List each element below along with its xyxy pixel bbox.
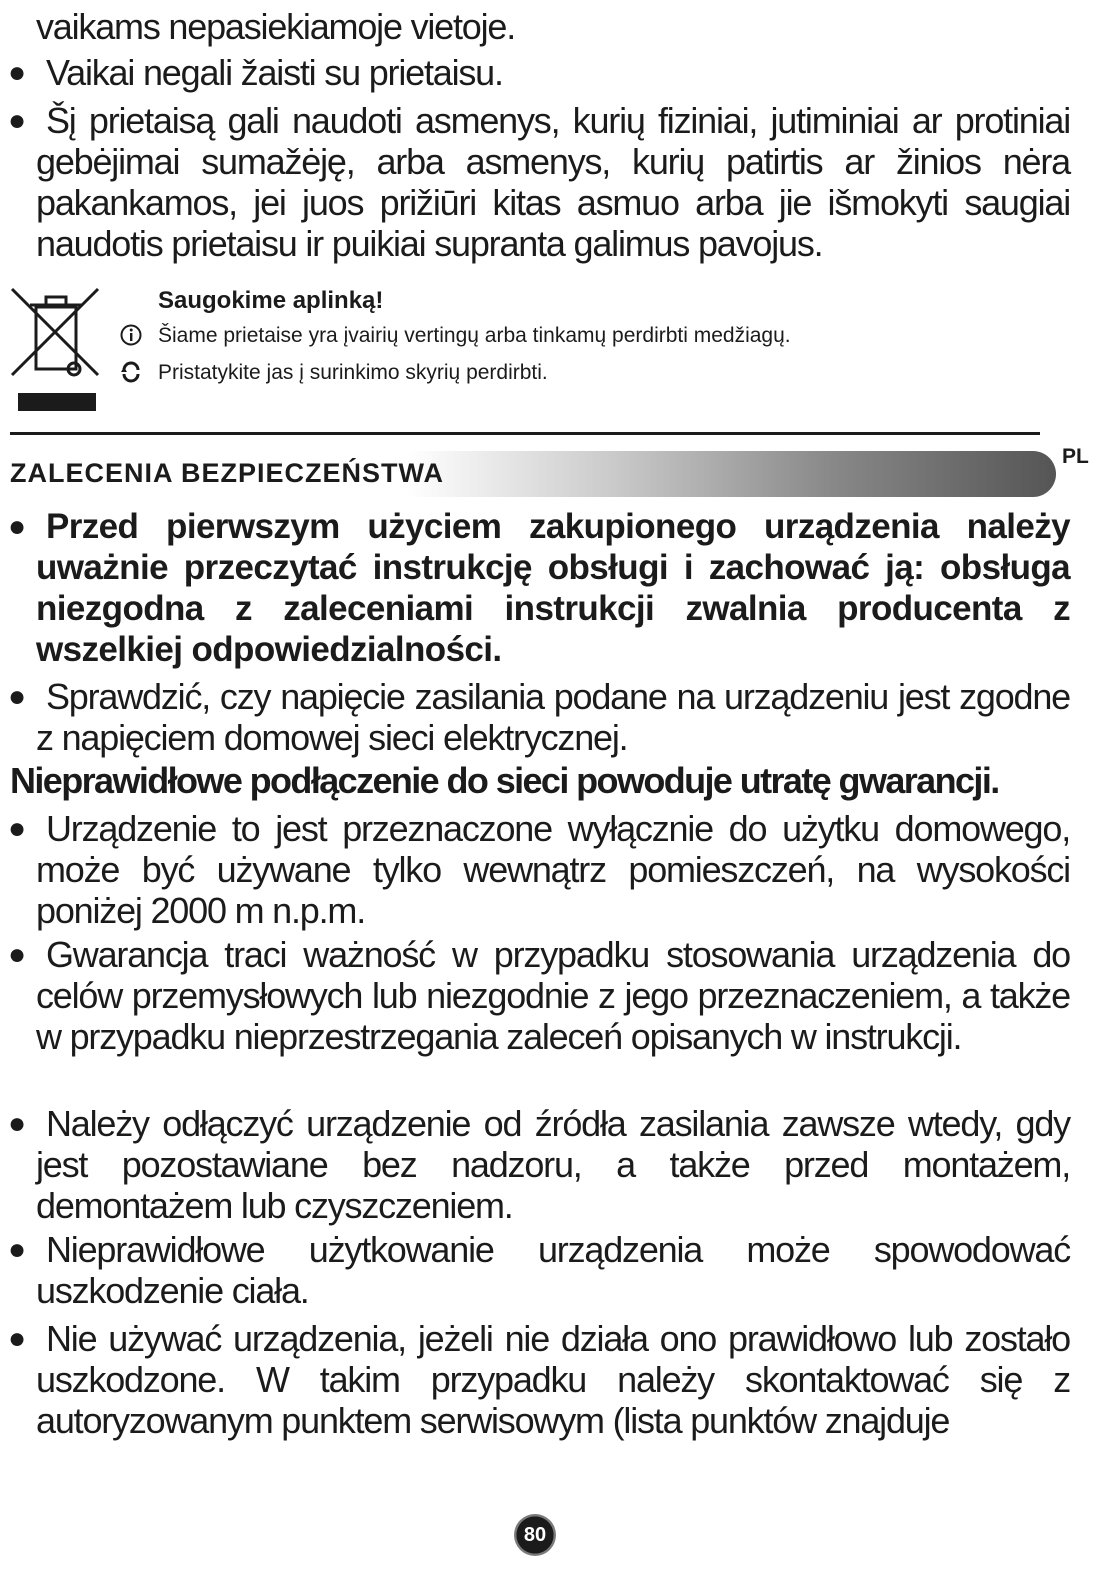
list-item: ● Gwarancja traci ważność w przypadku stosowania urządzenia do celów przemysłowych lub niezgodnie z jego przeznaczeniem, a także w przypadku nieprzestrzegania zaleceń opisanych w instrukcji. [8,934,1070,1057]
bullet-icon: ● [8,938,25,971]
crossed-out-bin-icon [10,285,102,415]
language-code: PL [1062,445,1089,468]
section-divider [10,432,1040,435]
list-item: ● Sprawdzić, czy napięcie zasilania podane na urządzeniu jest zgodne z napięciem domowej sieci elektrycznej. [8,676,1070,758]
section-title: ZALECENIA BEZPIECZEŃSTWA [10,458,445,488]
list-item: ● Nie używać urządzenia, jeżeli nie działa ono prawidłowo lub zostało uszkodzone. W takim przypadku należy skontaktować się z autoryzowanym punktem serwisowym (lista punktów znajduje [8,1318,1070,1441]
page-number: 80 [514,1514,556,1556]
warranty-warning: Nieprawidłowe podłączenie do sieci powoduje utratę gwarancji. [10,760,999,801]
lt-bullet-persons: ● Šį prietaisą gali naudoti asmenys, kurių fiziniai, jutiminiai ar protiniai gebėjimai sumažėję, arba asmenys, kurių patirtis ar žinios nėra pakankamos, jei juos prižiūri kitas asmuo arba jie išmokyti saugiai naudotis prietaisu ir puikiai supranta galimus pavojus. [8,100,1070,264]
bullet-icon: ● [8,1107,25,1140]
eco-info-line: Šiame prietaise yra įvairių vertingų arba tinkamų perdirbti medžiagų. [158,324,791,347]
bullet-icon: ● [8,680,25,713]
list-item: ● Przed pierwszym użyciem zakupionego urządzenia należy uważnie przeczytać instrukcję obsługi i zachować ją: obsługa niezgodna z zaleceniami instrukcji zwalnia producenta z wszelkiej odpowiedzialności. [8,507,1070,669]
bullet-icon: ● [8,1233,25,1266]
list-item: ● Nieprawidłowe użytkowanie urządzenia może spowodować uszkodzenie ciała. [8,1229,1070,1311]
bullet-icon: ● [8,1322,25,1355]
bullet-icon: ● [8,510,26,543]
list-item: ● Należy odłączyć urządzenie od źródła zasilania zawsze wtedy, gdy jest pozostawiane bez nadzoru, a także przed montażem, demontażem lub czyszczeniem. [8,1103,1070,1226]
bullet-icon: ● [8,56,25,89]
lt-bullet-children: ● Vaikai negali žaisti su prietaisu. [8,52,503,93]
bullet-icon: ● [8,104,25,137]
list-item: ● Urządzenie to jest przeznaczone wyłącznie do użytku domowego, może być używane tylko wewnątrz pomieszczeń, na wysokości poniżej 2000 m n.p.m. [8,808,1070,931]
recycle-arrow-icon [120,361,142,383]
eco-recycle-line: Pristatykite jas į surinkimo skyrių perdirbti. [158,361,548,384]
bullet-icon: ● [8,812,25,845]
info-icon [120,324,142,346]
lt-intro-continuation: vaikams nepasiekiamoje vietoje. [36,6,516,47]
eco-title: Saugokime aplinką! [158,287,384,314]
